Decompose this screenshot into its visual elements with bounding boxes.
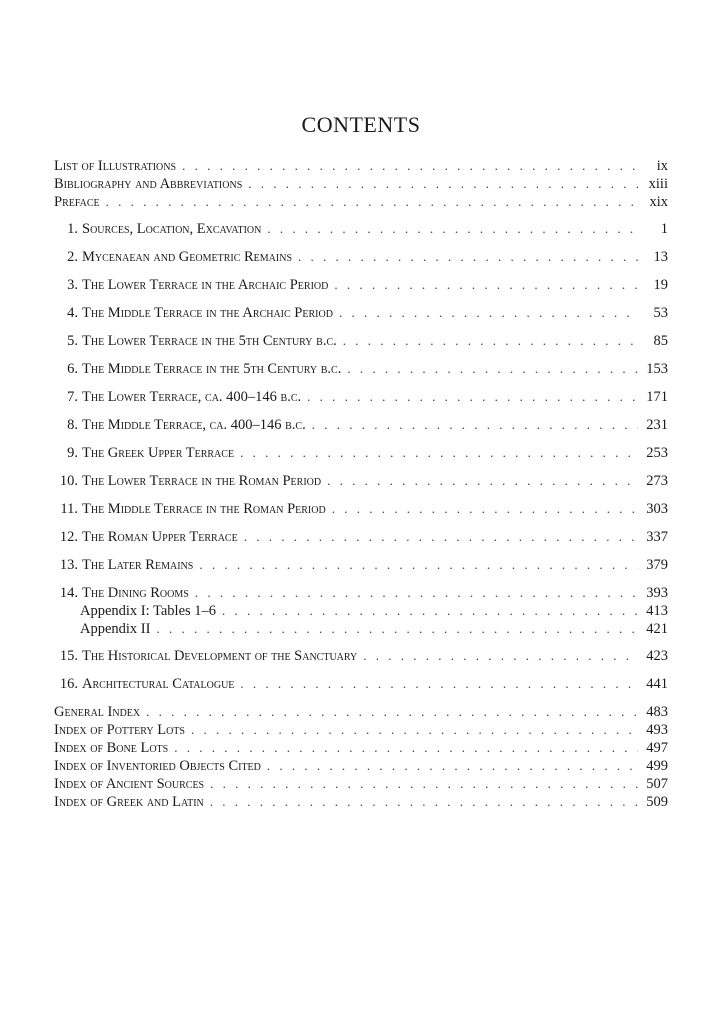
toc-index-entry[interactable] <box>54 722 668 742</box>
dot-leader <box>267 758 638 774</box>
dot-leader <box>199 557 638 573</box>
chapter-title: Mycenaean and Geometric Remains <box>82 249 293 265</box>
dot-leader <box>240 445 638 461</box>
toc-index-entry[interactable] <box>54 758 668 778</box>
chapter-page: 53 <box>653 305 668 321</box>
chapter-page: 273 <box>646 473 668 489</box>
chapter-page: 231 <box>646 417 668 433</box>
dot-leader <box>146 704 638 720</box>
toc-chapter[interactable] <box>54 473 668 493</box>
dot-leader <box>334 277 638 293</box>
toc-chapter[interactable] <box>54 529 668 549</box>
chapter-number: 16. <box>59 676 78 692</box>
chapter-title: The Middle Terrace in the Archaic Period <box>82 305 333 321</box>
dot-leader <box>191 722 638 738</box>
toc-chapter[interactable] <box>54 557 668 577</box>
chapter-page: 253 <box>646 445 668 461</box>
dot-leader <box>182 158 638 174</box>
toc-chapter[interactable] <box>54 305 668 325</box>
chapter-number: 15. <box>59 648 78 664</box>
toc-chapter[interactable] <box>54 585 668 605</box>
entry-label: Preface <box>54 194 100 210</box>
chapter-number: 8. <box>67 417 78 433</box>
dot-leader <box>298 249 638 265</box>
dot-leader <box>248 176 638 192</box>
chapter-page: 393 <box>646 585 668 601</box>
toc-entry[interactable] <box>54 176 668 196</box>
entry-page: xix <box>649 194 668 210</box>
dot-leader <box>332 501 638 517</box>
toc-index-entry[interactable] <box>54 740 668 760</box>
chapter-page: 303 <box>646 501 668 517</box>
dot-leader <box>244 529 638 545</box>
chapter-number: 1. <box>67 221 78 237</box>
appendix-page: 413 <box>646 603 668 619</box>
chapter-title: Sources, Location, Excavation <box>82 221 262 237</box>
toc-entry[interactable] <box>54 194 668 214</box>
entry-page: ix <box>656 158 668 174</box>
chapter-page: 171 <box>646 389 668 405</box>
toc-index-entry[interactable] <box>54 704 668 724</box>
chapter-title: The Lower Terrace in the Archaic Period <box>82 277 329 293</box>
dot-leader <box>363 648 638 664</box>
chapter-number: 12. <box>59 529 78 545</box>
chapter-number: 13. <box>59 557 78 573</box>
toc-appendix[interactable] <box>54 603 668 623</box>
dot-leader <box>267 221 638 237</box>
toc-chapter[interactable] <box>54 277 668 297</box>
chapter-title: The Historical Development of the Sanctuary <box>82 648 358 664</box>
chapter-number: 2. <box>67 249 78 265</box>
index-page: 499 <box>646 758 668 774</box>
index-title: Index of Pottery Lots <box>54 722 185 738</box>
toc-chapter[interactable] <box>54 445 668 465</box>
toc-appendix[interactable] <box>54 621 668 641</box>
toc-chapter[interactable] <box>54 389 668 409</box>
index-page: 493 <box>646 722 668 738</box>
toc-chapter[interactable] <box>54 249 668 269</box>
index-page: 497 <box>646 740 668 756</box>
dot-leader <box>106 194 638 210</box>
dot-leader <box>312 417 638 433</box>
dot-leader <box>327 473 638 489</box>
toc-chapter[interactable] <box>54 221 668 241</box>
dot-leader <box>210 776 638 792</box>
page-title: CONTENTS <box>301 112 421 137</box>
toc-chapter[interactable] <box>54 417 668 437</box>
toc-chapter[interactable] <box>54 333 668 353</box>
chapter-title: The Greek Upper Terrace <box>82 445 235 461</box>
chapter-title: The Later Remains <box>82 557 194 573</box>
toc-index-entry[interactable] <box>54 776 668 796</box>
index-page: 483 <box>646 704 668 720</box>
appendix-title: Appendix I: Tables 1–6 <box>80 603 217 619</box>
chapter-number: 9. <box>67 445 78 461</box>
dot-leader <box>347 361 638 377</box>
toc-chapter[interactable] <box>54 648 668 668</box>
chapter-page: 153 <box>646 361 668 377</box>
chapter-number: 14. <box>59 585 78 601</box>
entry-label: List of Illustrations <box>54 158 177 174</box>
dot-leader <box>240 676 638 692</box>
chapter-number: 3. <box>67 277 78 293</box>
chapter-title: The Lower Terrace in the 5th Century b.c. <box>82 333 337 349</box>
dot-leader <box>339 305 638 321</box>
chapter-page: 423 <box>646 648 668 664</box>
chapter-title: The Dining Rooms <box>82 585 189 601</box>
index-title: Index of Greek and Latin <box>54 794 204 810</box>
chapter-title: The Roman Upper Terrace <box>82 529 238 545</box>
chapter-title: The Middle Terrace in the 5th Century b.c. <box>82 361 342 377</box>
index-page: 509 <box>646 794 668 810</box>
index-title: Index of Bone Lots <box>54 740 169 756</box>
toc-index-entry[interactable] <box>54 794 668 814</box>
chapter-page: 379 <box>646 557 668 573</box>
dot-leader <box>195 585 638 601</box>
dot-leader <box>343 333 638 349</box>
index-title: Index of Inventoried Objects Cited <box>54 758 261 774</box>
entry-page: xiii <box>648 176 668 192</box>
dot-leader <box>307 389 638 405</box>
index-title: General Index <box>54 704 141 720</box>
appendix-page: 421 <box>646 621 668 637</box>
chapter-number: 6. <box>67 361 78 377</box>
appendix-title: Appendix II <box>80 621 151 637</box>
chapter-title: The Middle Terrace, ca. 400–146 b.c. <box>82 417 306 433</box>
chapter-number: 5. <box>67 333 78 349</box>
dot-leader <box>210 794 638 810</box>
toc-chapter[interactable] <box>54 676 668 696</box>
dot-leader <box>156 621 638 637</box>
chapter-number: 11. <box>60 501 78 517</box>
chapter-number: 10. <box>59 473 78 489</box>
dot-leader <box>222 603 638 619</box>
chapter-number: 4. <box>67 305 78 321</box>
chapter-title: The Lower Terrace, ca. 400–146 b.c. <box>82 389 302 405</box>
chapter-page: 19 <box>653 277 668 293</box>
index-page: 507 <box>646 776 668 792</box>
toc-chapter[interactable] <box>54 361 668 381</box>
toc-chapter[interactable] <box>54 501 668 521</box>
toc-entry[interactable] <box>54 158 668 178</box>
dot-leader <box>174 740 638 756</box>
chapter-page: 13 <box>653 249 668 265</box>
chapter-page: 441 <box>646 676 668 692</box>
chapter-number: 7. <box>67 389 78 405</box>
entry-label: Bibliography and Abbreviations <box>54 176 243 192</box>
index-title: Index of Ancient Sources <box>54 776 205 792</box>
chapter-title: The Lower Terrace in the Roman Period <box>82 473 322 489</box>
chapter-page: 337 <box>646 529 668 545</box>
chapter-title: The Middle Terrace in the Roman Period <box>82 501 326 517</box>
chapter-page: 85 <box>653 333 668 349</box>
chapter-title: Architectural Catalogue <box>82 676 235 692</box>
chapter-page: 1 <box>660 221 668 237</box>
